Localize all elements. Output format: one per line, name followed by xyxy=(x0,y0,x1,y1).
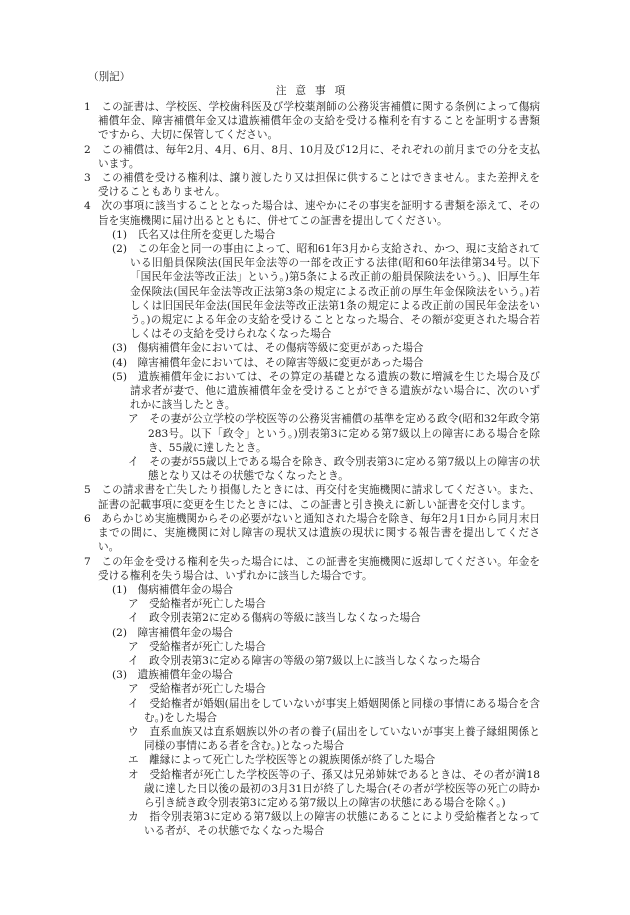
note-7: 7 この年金を受ける権利を失った場合には、この証書を実施機関に返却してください。年金を受ける権利を失う場合は、いずれかに該当した場合です。 xyxy=(84,555,540,582)
notes-body xyxy=(84,100,540,839)
note-7-group-3-line-3: ウ 直系血族又は直系姻族以外の者の養子(届出をしていないが事実上養子縁組関係と同様の事情にある者を含む。)となった場合 xyxy=(128,725,540,753)
note-5: 5 この請求書を亡失したり損傷したときには、再交付を実施機関に請求してください。また、証書の記載事項に変更を生じたときには、この証書と引き換えに新しい証書を交付します。 xyxy=(84,484,540,511)
note-4-sub-1: (1) 氏名又は住所を変更した場合 xyxy=(112,228,276,241)
appendix-label: （別記） xyxy=(88,71,131,83)
note-4-sub-5-i: イ その妻が55歳以上である場合を除き、政令別表第3に定める第7級以上の障害の状態となり又はその状態でなくなったとき。 xyxy=(128,456,540,483)
note-4-sub-4: (4) 障害補償年金においては、その障害等級に変更があった場合 xyxy=(112,356,424,369)
note-4-sub-5: (5) 遺族補償年金においては、その算定の基礎となる遺族の数に増減を生じた場合及び請求者が妻で、他に遺族補償年金を受けることができる遺族がない場合に、次のいずれかに該当したとき。 xyxy=(112,370,540,412)
note-7-group-1-head: (1) 傷病補償年金の場合 xyxy=(112,583,233,596)
note-7-group-3-line-6: カ 指令別表第3に定める第7級以上の障害の状態にあることにより受給権者となっている者が、その状態でなくなった場合 xyxy=(128,811,540,838)
note-7-group-3-line-4: エ 離縁によって死亡した学校医等との親族関係が終了した場合 xyxy=(128,754,436,767)
note-4: 4 次の事項に該当することとなった場合は、速やかにその事実を証明する書類を添えて、その旨を実施機関に届け出るとともに、併せてこの証書を提出してください。 xyxy=(84,200,540,227)
note-6: 6 あらかじめ実施機関からその必要がないと通知された場合を除き、毎年2月1日から同月末日までの間に、実施機関に対し障害の現状又は遺族の現状に関する報告書を提出してください。 xyxy=(84,512,540,554)
note-4-sub-2: (2) この年金と同一の事由によって、昭和61年3月から支給され、かつ、現に支給されている旧船員保険法(国民年金法等の一部を改正する法律(昭和60年法律第34号。以下「国民年金法等改正法」という。)第5条による改正前の船員保険法をいう。)、旧厚生年金保険法(国民年金法等改正法第3条の規定による改正前の厚生年金保険法をいう。)若しくは旧国民年金法(国民年金法等改正法第1条の規定による改正前の国民年金法をいう。)の規定による年金の支給を受けることとなった場合、その額が変更された場合若しくはその支給を受けられなくなった場合 xyxy=(112,243,540,341)
note-7-group-1-line-2: イ 政令別表第2に定める傷病の等級に該当しなくなった場合 xyxy=(128,612,421,625)
note-4-sub-3: (3) 傷病補償年金においては、その傷病等級に変更があった場合 xyxy=(112,342,424,355)
note-7-group-3-head: (3) 遺族補償年金の場合 xyxy=(112,669,233,682)
note-7-group-1-line-1: ア 受給権者が死亡した場合 xyxy=(128,598,266,611)
page-title: 注意事項 xyxy=(275,85,355,97)
note-7-group-2-line-1: ア 受給権者が死亡した場合 xyxy=(128,640,266,653)
note-1: 1 この証書は、学校医、学校歯科医及び学校薬剤師の公務災害補償に関する条例によって傷病補償年金、障害補償年金又は遺族補償年金の支給を受ける権利を有することを証明する書類ですから、大切に保管してください。 xyxy=(84,101,540,142)
note-7-group-3-line-2: イ 受給権者が婚姻(届出をしていないが事実上婚姻関係と同様の事情にある場合を含む。)をした場合 xyxy=(128,697,540,724)
note-4-sub-5-a: ア その妻が公立学校の学校医等の公務災害補償の基準を定める政令(昭和32年政令第283号。以下「政令」という。)別表第3に定める第7級以上の障害にある場合を除き、55歳に達したとき。 xyxy=(128,413,540,454)
note-7-group-2-head: (2) 障害補償年金の場合 xyxy=(112,626,233,639)
note-2: 2 この補償は、毎年2月、4月、6月、8月、10月及び12月に、それぞれの前月までの分を支払います。 xyxy=(84,143,540,170)
note-7-group-3-line-1: ア 受給権者が死亡した場合 xyxy=(128,683,266,696)
note-7-group-2-line-2: イ 政令別表第3に定める障害の等級の第7級以上に該当しなくなった場合 xyxy=(128,654,481,667)
note-3: 3 この補償を受ける権利は、譲り渡したり又は担保に供することはできません。また差押えを受けることもありません。 xyxy=(84,172,540,199)
note-7-group-3-line-5: オ 受給権者が死亡した学校医等の子、孫又は兄弟姉妹であるときは、その者が満18歳に達した日以後の最初の3月31日が終了した場合(その者が学校医等の死亡の時から引き続き政令別表第3に定める第7級以上の障害の状態にある場合を除く。) xyxy=(128,768,540,809)
